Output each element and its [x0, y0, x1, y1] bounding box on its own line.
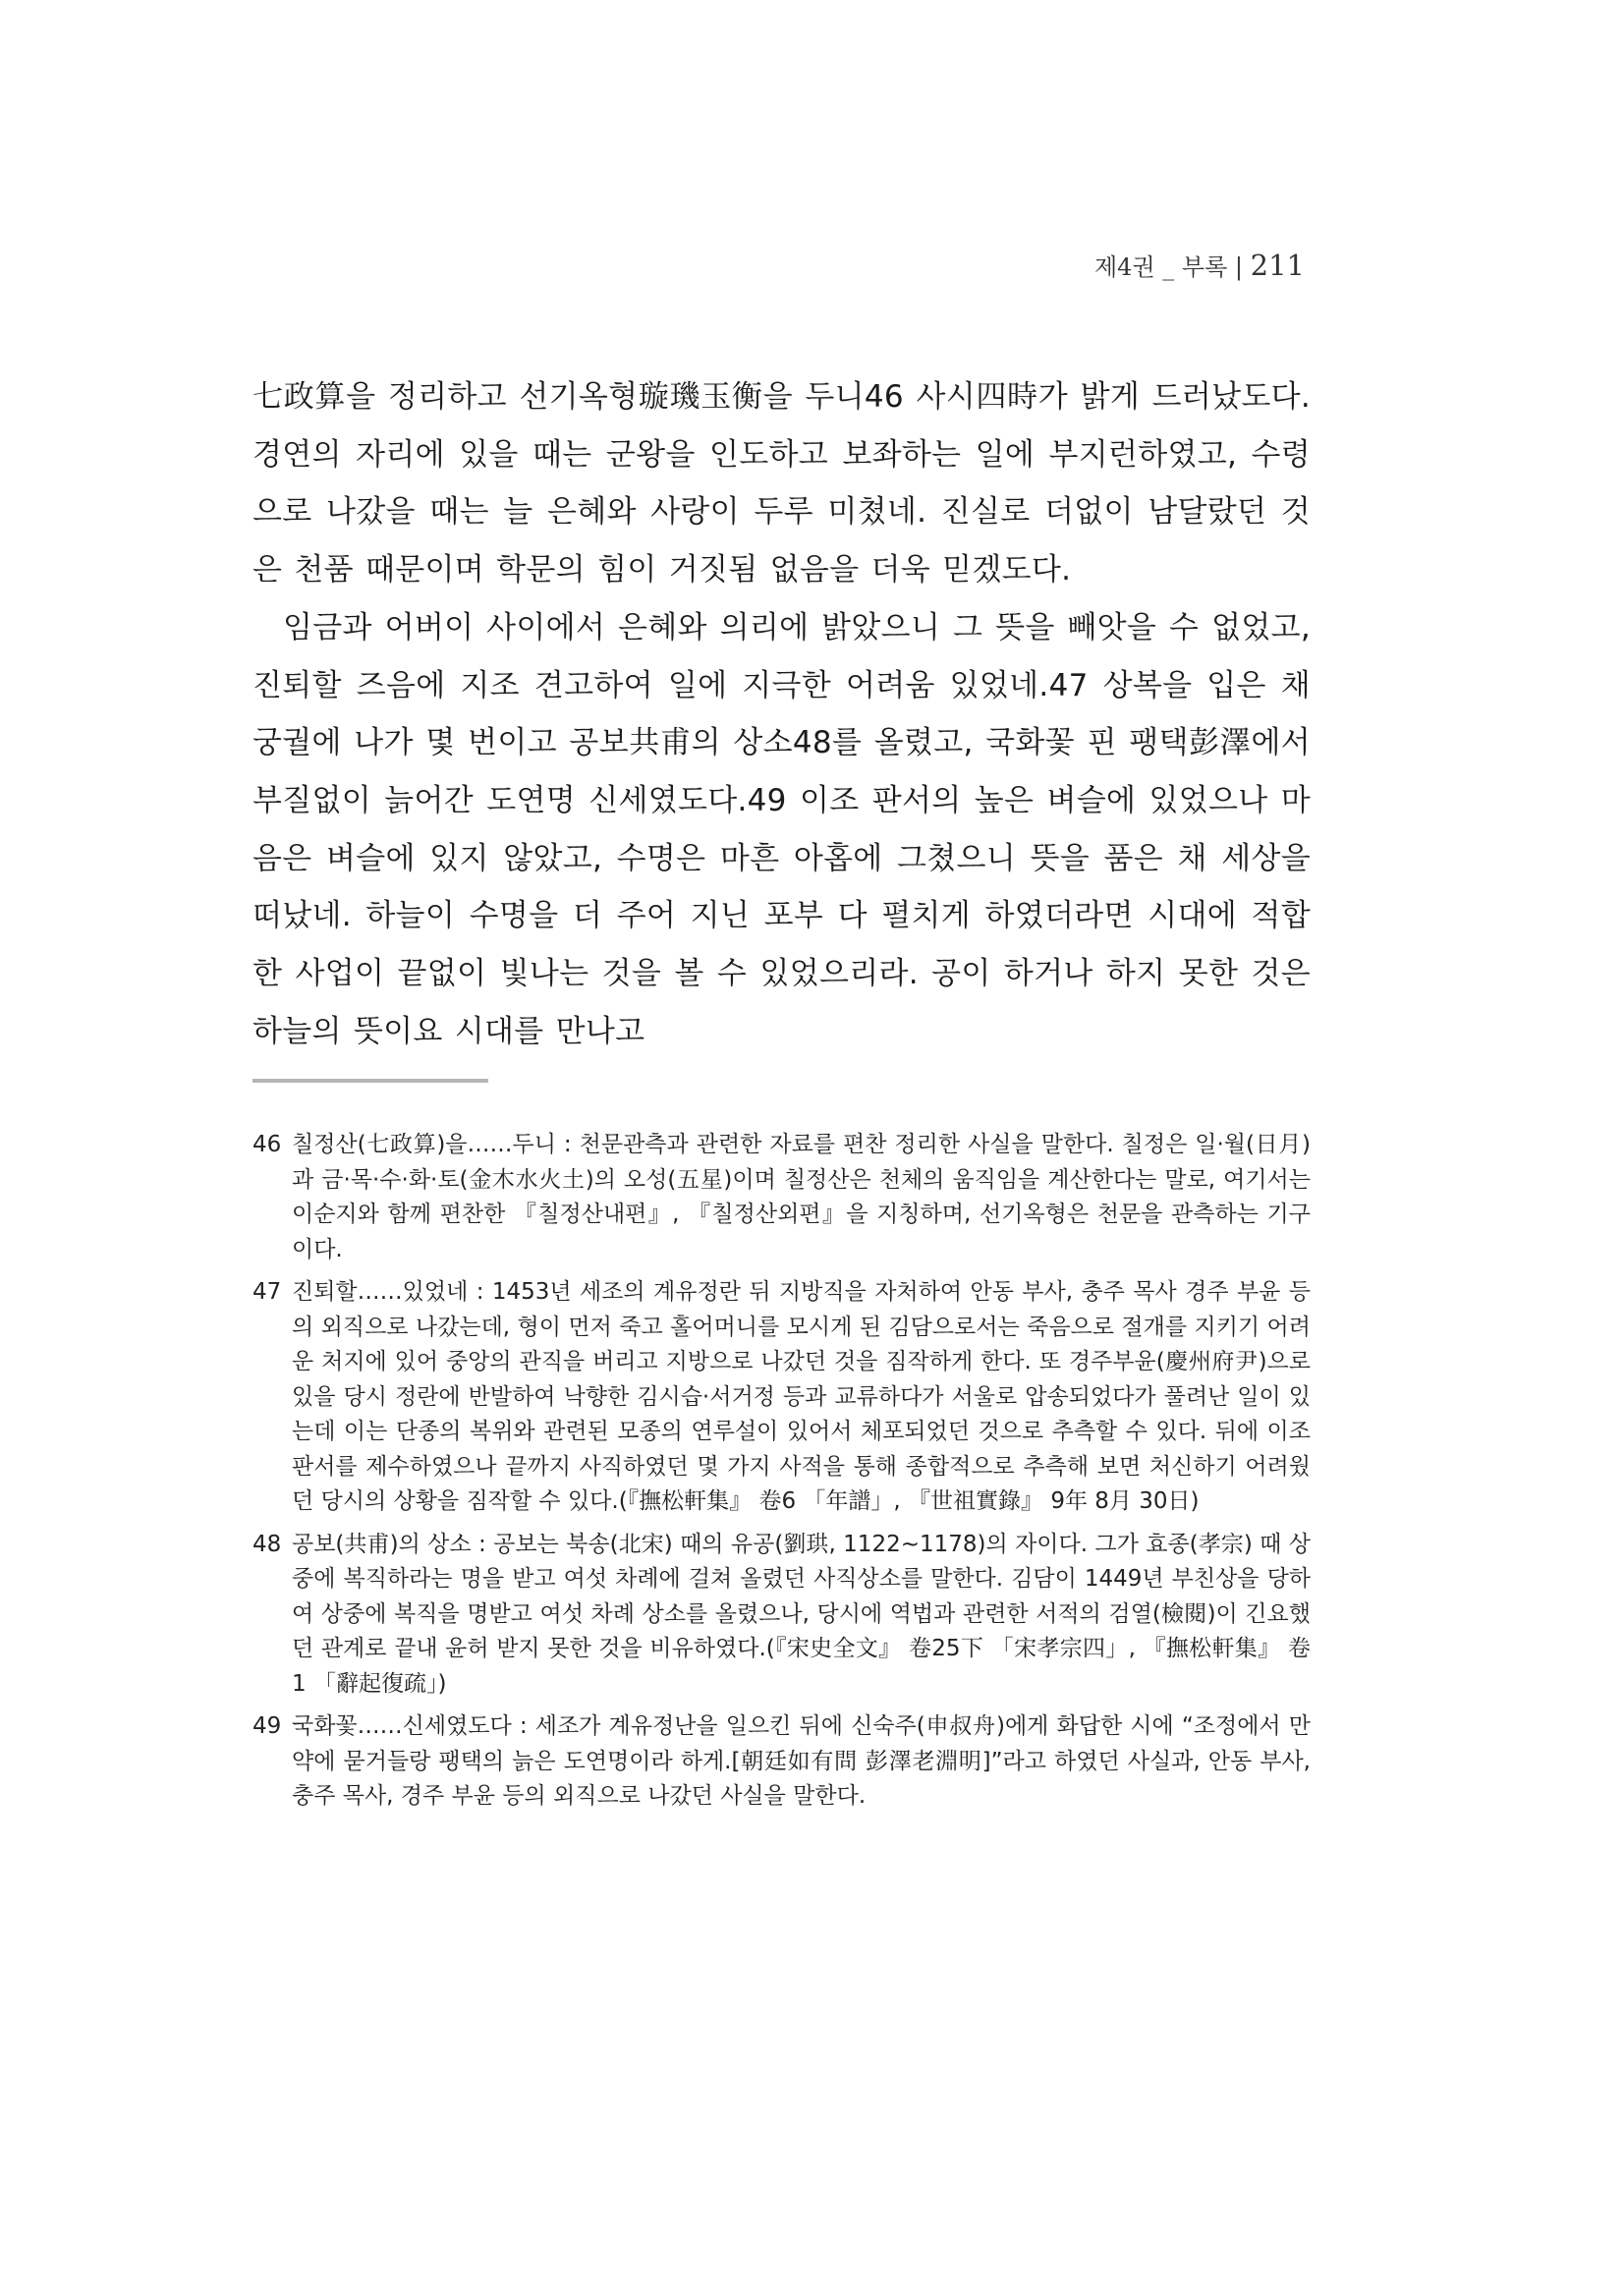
- footnote-text: 진퇴할……있었네 : 1453년 세조의 계유정란 뒤 지방직을 자처하여 안동 부사, 충주 목사 경주 부윤 등의 외직으로 나갔는데, 형이 먼저 죽고 홀어머니를 모시게 된 김담으로서는 죽음으로 절개를 지키기 어려운 처지에 있어 중앙의 관직을 버리고 지방으로 나갔던 것을 짐작하게 한다. 또 경주부윤(慶州府尹)으로 있을 당시 정란에 반발하여 낙향한 김시습·서거정 등과 교류하다가 서울로 압송되었다가 풀려난 일이 있는데 이는 단종의 복위와 관련된 모종의 연루설이 있어서 체포되었던 것으로 추측할 수 있다. 뒤에 이조 판서를 제수하였으나 끝까지 사직하였던 몇 가지 사적을 통해 종합적으로 추측해 보면 처신하기 어려웠던 당시의 상황을 짐작할 수 있다.(『撫松軒集』 卷6 「年譜」, 『世祖實錄』 9年 8月 30日): [292, 1279, 1311, 1514]
- footnote-text: 칠정산(七政算)을……두니 : 천문관측과 관련한 자료를 편찬 정리한 사실을 말한다. 칠정은 일·월(日月)과 금·목·수·화·토(金木水火土)의 오성(五星)이며 칠정산은 천체의 움직임을 계산한다는 말로, 여기서는 이순지와 함께 편찬한 『칠정산내편』, 『칠정산외편』을 지칭하며, 선기옥형은 천문을 관측하는 기구이다.: [292, 1132, 1311, 1262]
- footnote-separator: [252, 1079, 488, 1083]
- page-number: 211: [1250, 249, 1305, 282]
- footnote-46: [252, 1128, 1311, 1267]
- footnote-49: [252, 1709, 1311, 1815]
- running-header: [1081, 248, 1305, 285]
- footnote-text: 공보(共甫)의 상소 : 공보는 북송(北宋) 때의 유공(劉珙, 1122~1178)의 자이다. 그가 효종(孝宗) 때 상중에 복직하라는 명을 받고 여섯 차례에 걸쳐 올렸던 사직상소를 말한다. 김담이 1449년 부친상을 당하여 상중에 복직을 명받고 여섯 차례 상소를 올렸으나, 당시에 역법과 관련한 서적의 검열(檢閱)이 긴요했던 관계로 끝내 윤허 받지 못한 것을 비유하였다.(『宋史全文』 卷25下 「宋孝宗四」, 『撫松軒集』 卷1 「辭起復疏」): [292, 1531, 1311, 1697]
- body-paragraph: 七政算을 정리하고 선기옥형璇璣玉衡을 두니46 사시四時가 밝게 드러났도다. 경연의 자리에 있을 때는 군왕을 인도하고 보좌하는 일에 부지런하였고, 수령으로 나갔을 때는 늘 은혜와 사랑이 두루 미쳤네. 진실로 더없이 남달랐던 것은 천품 때문이며 학문의 힘이 거짓됨 없음을 더욱 믿겠도다.: [252, 379, 1311, 588]
- footnote-number: 48: [252, 1531, 282, 1557]
- main-text: [252, 368, 1311, 1060]
- footnote-text: 국화꽃……신세였도다 : 세조가 계유정난을 일으킨 뒤에 신숙주(申叔舟)에게 화답한 시에 “조정에서 만약에 묻거들랑 팽택의 늙은 도연명이라 하게.[朝廷如有問 彭澤老淵明]”라고 하였던 사실과, 안동 부사, 충주 목사, 경주 부윤 등의 외직으로 나갔던 사실을 말한다.: [292, 1713, 1311, 1809]
- footnote-number: 49: [252, 1713, 282, 1739]
- header-divider: |: [1234, 253, 1243, 281]
- body-paragraph: 임금과 어버이 사이에서 은혜와 의리에 밝았으니 그 뜻을 빼앗을 수 없었고, 진퇴할 즈음에 지조 견고하여 일에 지극한 어려움 있었네.47 상복을 입은 채 궁궐에 나가 몇 번이고 공보共甫의 상소48를 올렸고, 국화꽃 핀 팽택彭澤에서 부질없이 늙어간 도연명 신세였도다.49 이조 판서의 높은 벼슬에 있었으나 마음은 벼슬에 있지 않았고, 수명은 마흔 아홉에 그쳤으니 뜻을 품은 채 세상을 떠났네. 하늘이 수명을 더 주어 지닌 포부 다 펼치게 하였더라면 시대에 적합한 사업이 끝없이 빛나는 것을 볼 수 있었으리라. 공이 하거나 하지 못한 것은 하늘의 뜻이요 시대를 만나고: [252, 609, 1311, 1049]
- running-head-title: 제4권 _ 부록: [1094, 253, 1228, 281]
- footnote-47: [252, 1275, 1311, 1520]
- footnote-number: 46: [252, 1132, 282, 1157]
- footnotes: [252, 1128, 1311, 1822]
- footnote-48: [252, 1528, 1311, 1703]
- footnote-number: 47: [252, 1279, 282, 1305]
